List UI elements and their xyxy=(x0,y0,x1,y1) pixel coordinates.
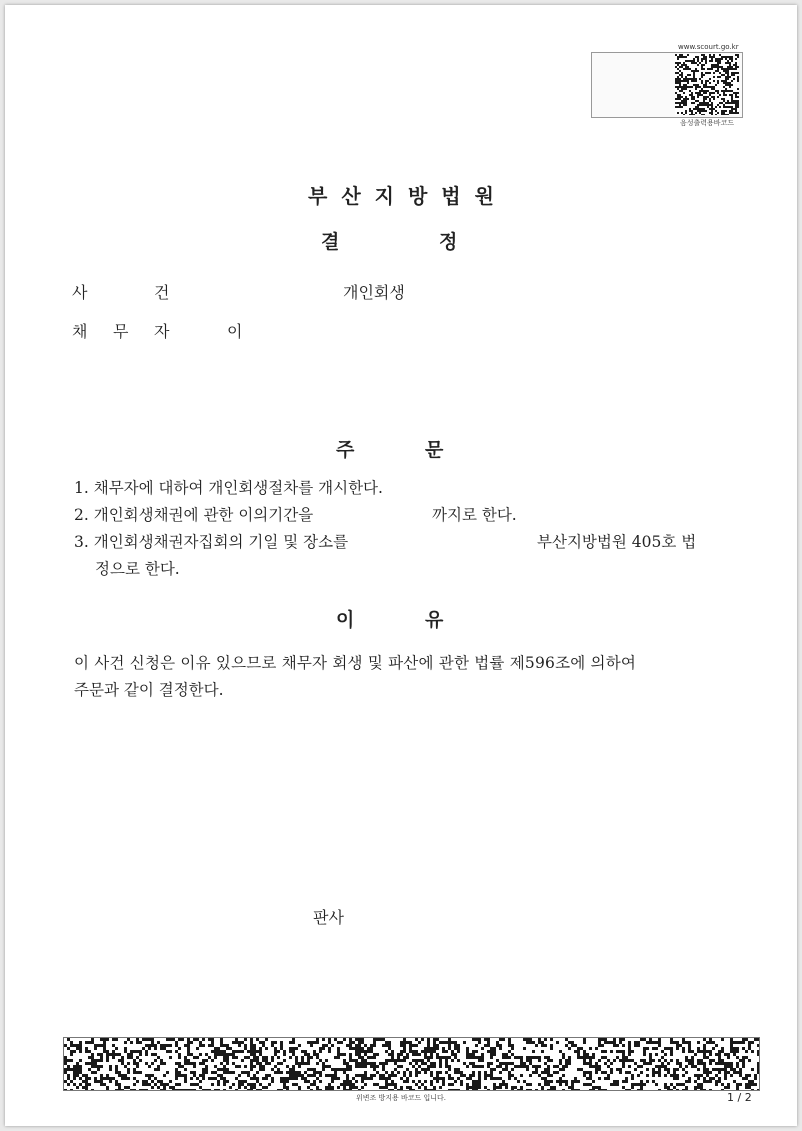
voice-output-barcode xyxy=(675,54,739,115)
court-website-url: www.scourt.go.kr xyxy=(678,43,739,51)
order-item-1: 1. 채무자에 대하여 개인회생절차를 개시한다. xyxy=(74,479,383,497)
doc-type-char-1: 결 xyxy=(321,231,340,253)
court-name: 부산지방법원 xyxy=(308,184,508,208)
debtor-label-char-1: 채 xyxy=(72,322,88,341)
doc-type-char-2: 정 xyxy=(439,231,458,253)
order-heading-char-2: 문 xyxy=(425,439,444,461)
case-type-value: 개인회생 xyxy=(343,283,405,302)
order-item-2-right: 까지로 한다. xyxy=(432,506,517,524)
debtor-name-value: 이 xyxy=(227,322,243,341)
order-item-3-left: 3. 개인회생채권자집회의 기일 및 장소를 xyxy=(74,533,349,551)
reason-line-1: 이 사건 신청은 이유 있으므로 채무자 회생 및 파산에 관한 법률 제596조에 의하여 xyxy=(74,654,637,672)
case-label-char-1: 사 xyxy=(72,283,88,302)
debtor-label-char-3: 자 xyxy=(154,322,170,341)
judge-label: 판사 xyxy=(313,908,344,927)
debtor-label-char-2: 무 xyxy=(113,322,129,341)
barcode-caption: 위변조 방지용 바코드 입니다. xyxy=(355,1094,447,1102)
reason-heading-char-1: 이 xyxy=(336,609,355,631)
page-number: 1 / 2 xyxy=(727,1091,752,1104)
reason-heading-char-2: 유 xyxy=(425,609,444,631)
order-item-3-right: 부산지방법원 405호 법 xyxy=(537,533,697,551)
order-item-2-left: 2. 개인회생채권에 관한 이의기간을 xyxy=(74,506,314,524)
reason-line-2: 주문과 같이 결정한다. xyxy=(74,681,224,699)
order-heading-char-1: 주 xyxy=(336,439,355,461)
anti-forgery-barcode xyxy=(63,1037,760,1091)
voice-barcode-caption: 음성출력용바코드 xyxy=(680,119,735,127)
document-page xyxy=(5,5,797,1126)
order-item-3-continuation: 정으로 한다. xyxy=(95,560,180,578)
case-label-char-2: 건 xyxy=(154,283,170,302)
